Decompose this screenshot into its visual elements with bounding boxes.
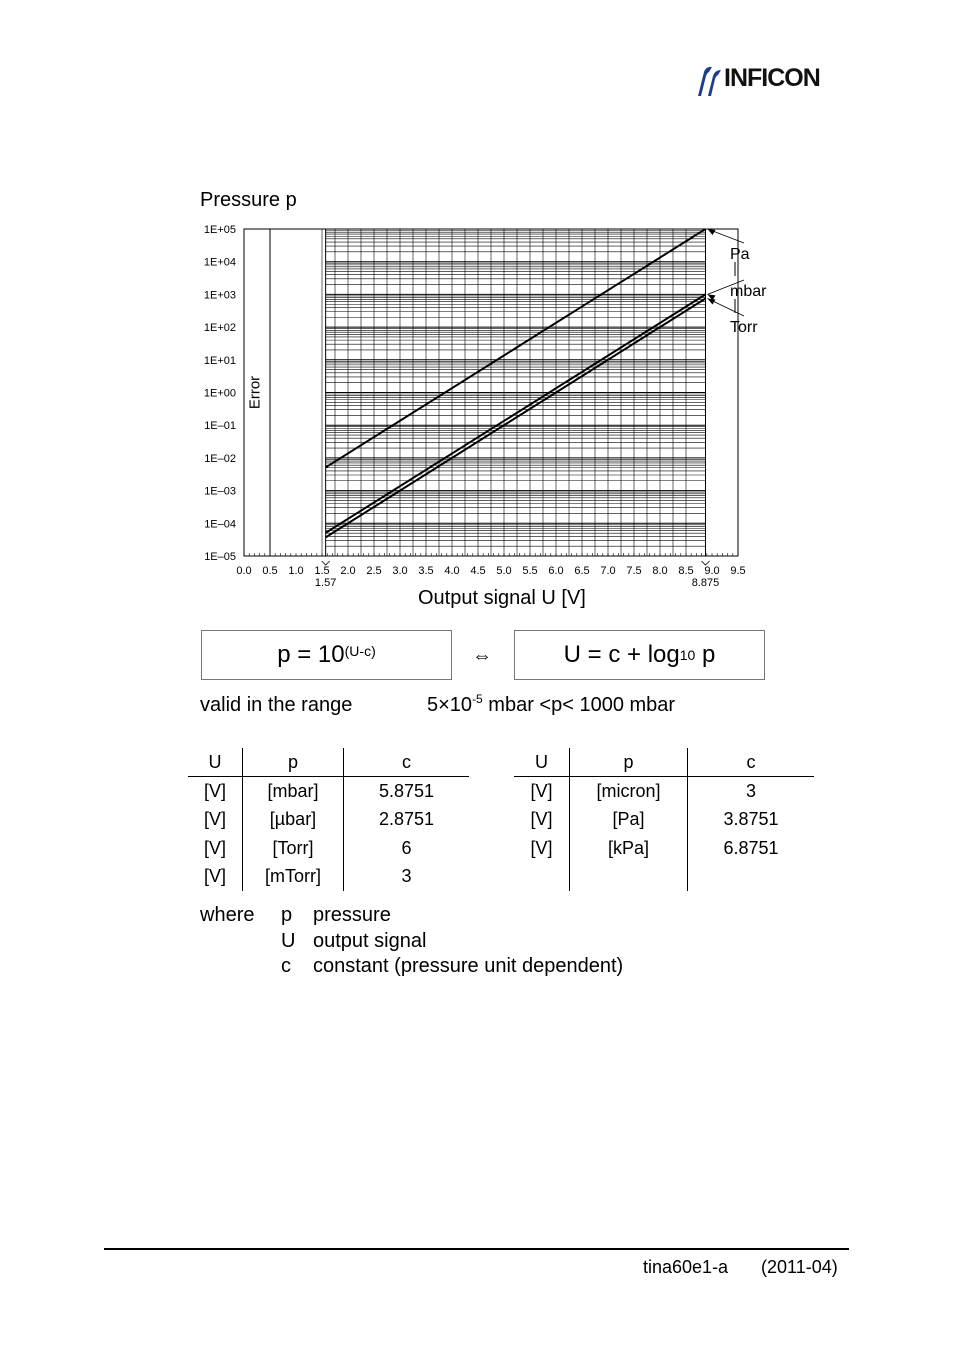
table-cell: 5.8751: [378, 780, 435, 801]
constants-table-left: [188, 748, 469, 891]
equivalence-symbol: ⇔: [472, 645, 492, 667]
legend-description: pressure: [313, 904, 391, 926]
x-tick-label: 7.5: [626, 565, 642, 577]
x-tick-label: 4.0: [444, 565, 460, 577]
legend-where: where: [200, 904, 255, 926]
y-tick-label: 1E–03: [204, 485, 236, 498]
y-tick-label: 1E–01: [204, 420, 236, 433]
legend-symbol: c: [281, 955, 291, 977]
x-tick-label: 9.0: [704, 565, 720, 577]
formula-pressure-exponent: (U-c): [344, 643, 376, 659]
table-cell: [Pa]: [570, 806, 688, 835]
table-cell: 3: [745, 780, 756, 801]
table-header-cell: c: [688, 748, 815, 777]
table-cell: [V]: [188, 777, 243, 806]
table-header-cell: c: [344, 748, 470, 777]
x-tick-label: 7.0: [600, 565, 616, 577]
x-axis-title: Output signal U [V]: [418, 587, 586, 609]
y-tick-label: 1E+00: [203, 387, 236, 400]
valid-range-prefix: 5×10: [427, 694, 473, 716]
error-region-label: Error: [246, 375, 264, 410]
formula-signal: [514, 630, 765, 680]
table-cell: 2.8751: [378, 809, 435, 830]
x-tick-label: 9.5: [730, 565, 746, 577]
formula-pressure-base: p = 10: [277, 641, 345, 668]
inficon-logo: [694, 62, 854, 98]
x-tick-label: 6.0: [548, 565, 564, 577]
series-leader-arrow: [708, 298, 716, 304]
table-cell: [micron]: [570, 777, 688, 806]
table-row-empty: [514, 863, 814, 892]
y-tick-label: 1E–05: [204, 551, 236, 563]
table-row: [188, 863, 469, 892]
table-cell: [Torr]: [243, 834, 344, 863]
series-leader-arrow: [708, 229, 716, 235]
pressure-chart: [190, 220, 790, 595]
y-tick-label: 1E+05: [203, 224, 236, 236]
footer-divider: [104, 1248, 849, 1250]
x-tick-label: 3.0: [392, 565, 408, 577]
y-axis-title: Pressure p: [200, 189, 297, 211]
series-label: Pa: [730, 246, 750, 263]
table-cell: [V]: [514, 777, 570, 806]
footer-date: (2011-04): [761, 1257, 838, 1277]
table-cell: 3.8751: [723, 809, 779, 830]
x-tick-label: 8.0: [652, 565, 668, 577]
table-header-cell: U: [188, 748, 243, 777]
x-tick-label: 1.0: [288, 565, 304, 577]
x-extra-label: 1.57: [314, 577, 337, 589]
x-extra-label: 8.875: [691, 577, 720, 589]
table-cell-empty: [570, 863, 688, 892]
table-cell-empty: [688, 863, 815, 892]
table-row: [514, 777, 814, 806]
x-tick-label: 1.5: [314, 565, 330, 577]
table-cell: [V]: [188, 834, 243, 863]
x-tick-label: 0.5: [262, 565, 278, 577]
table-cell: [mTorr]: [243, 863, 344, 892]
y-tick-label: 1E+03: [203, 289, 236, 302]
table-row: [188, 777, 469, 806]
y-tick-label: 1E+02: [203, 322, 236, 335]
inficon-logo-mark-icon: [694, 64, 722, 98]
x-tick-label: 5.0: [496, 565, 512, 577]
x-tick-label: 5.5: [522, 565, 538, 577]
x-tick-label: 3.5: [418, 565, 434, 577]
table-header-row: [514, 748, 814, 777]
x-tick-label: 2.5: [366, 565, 382, 577]
table-header-row: [188, 748, 469, 777]
footer-document-id: tina60e1-a: [643, 1257, 729, 1277]
y-tick-label: 1E+01: [203, 354, 236, 367]
y-tick-label: 1E–04: [204, 518, 236, 531]
x-tick-label: 2.0: [340, 565, 356, 577]
x-tick-label: 0.0: [236, 565, 252, 577]
x-tick-label: 8.5: [678, 565, 694, 577]
table-cell: [V]: [188, 863, 243, 892]
table-cell: 6.8751: [723, 837, 779, 858]
table-cell: [V]: [514, 806, 570, 835]
table-cell: [V]: [188, 806, 243, 835]
legend-symbol: p: [281, 904, 293, 926]
formula-pressure: [201, 630, 452, 680]
series-label: mbar: [730, 283, 767, 300]
table-header-cell: p: [570, 748, 688, 777]
y-tick-label: 1E–02: [204, 452, 236, 465]
table-cell: 3: [401, 866, 412, 887]
table-row: [188, 806, 469, 835]
legend-description: output signal: [313, 930, 427, 952]
table-cell: [mbar]: [243, 777, 344, 806]
legend-description: constant (pressure unit dependent): [313, 955, 624, 977]
table-cell: [V]: [514, 834, 570, 863]
constants-table-right: [514, 748, 814, 891]
series-label: Torr: [730, 319, 758, 336]
formula-signal-subscript: 10: [679, 647, 696, 663]
y-tick-label: 1E+04: [203, 256, 236, 269]
formula-signal-tail: p: [695, 641, 716, 668]
legend-symbol: U: [281, 930, 296, 952]
table-row: [514, 806, 814, 835]
valid-range-suffix: mbar <p< 1000 mbar: [482, 694, 676, 716]
table-cell-empty: [514, 863, 570, 892]
x-tick-label: 6.5: [574, 565, 590, 577]
logo-text: INFICON: [724, 64, 820, 92]
table-header-cell: U: [514, 748, 570, 777]
table-cell: [kPa]: [570, 834, 688, 863]
table-row: [514, 834, 814, 863]
valid-range-exponent: -5: [472, 692, 483, 706]
valid-range-value: [427, 694, 675, 717]
table-cell: [µbar]: [243, 806, 344, 835]
table-row: [188, 834, 469, 863]
table-header-cell: p: [243, 748, 344, 777]
x-tick-label: 4.5: [470, 565, 486, 577]
table-cell: 6: [401, 837, 412, 858]
formula-signal-base: U = c + log: [563, 641, 680, 668]
valid-range-label: valid in the range: [200, 694, 353, 716]
